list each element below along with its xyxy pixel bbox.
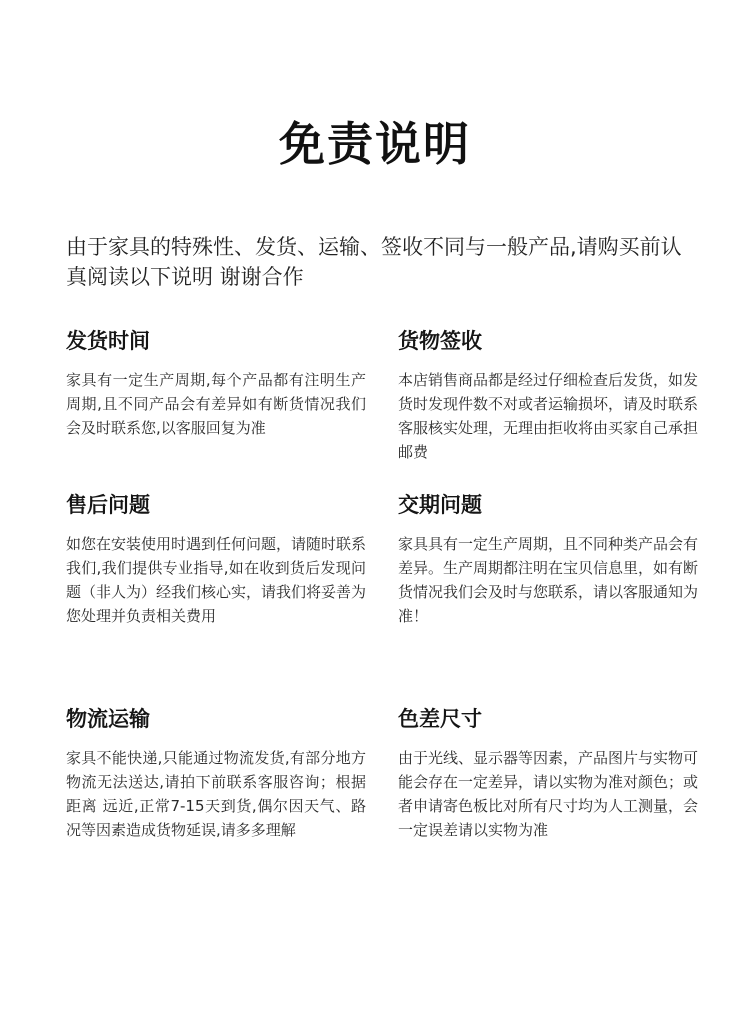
section-body: 家具具有一定生产周期，且不同种类产品会有差异。生产周期都注明在宝贝信息里，如有断货情况我们会及时与您联系，请以客服通知为准！ xyxy=(398,535,699,625)
section-heading: 售后问题 xyxy=(66,493,150,517)
section-delivery-period xyxy=(398,490,698,628)
section-body: 家具不能快递,只能通过物流发货,有部分地方物流无法送达,请拍下前联系客服咨询；根据距离 远近,正常7-15天到货,偶尔因天气、路况等因素造成货物延误,请多多理解 xyxy=(66,749,366,839)
section-heading: 货物签收 xyxy=(398,329,482,353)
section-heading: 色差尺寸 xyxy=(398,707,482,731)
intro-text: 由于家具的特殊性、发货、运输、签收不同与一般产品,请购买前认真阅读以下说明 谢谢合作 xyxy=(66,235,682,289)
page-title: 免责说明 xyxy=(279,117,471,171)
section-heading: 物流运输 xyxy=(66,707,150,731)
section-body: 家具有一定生产周期,每个产品都有注明生产周期,且不同产品会有差异如有断货情况我们会及时联系您,以客服回复为准 xyxy=(66,371,366,437)
section-body: 本店销售商品都是经过仔细检查后发货，如发货时发现件数不对或者运输损坏，请及时联系客服核实处理，无理由拒收将由买家自己承担邮费 xyxy=(398,371,699,461)
section-logistics xyxy=(66,704,366,842)
section-heading: 交期问题 xyxy=(398,493,482,517)
section-goods-receipt xyxy=(398,326,698,464)
section-heading: 发货时间 xyxy=(66,329,150,353)
section-shipping-time xyxy=(66,326,366,440)
section-body: 由于光线、显示器等因素，产品图片与实物可能会存在一定差异，请以实物为准对颜色；或者申请寄色板比对所有尺寸均为人工测量，会一定误差请以实物为准 xyxy=(398,749,699,839)
section-after-sales xyxy=(66,490,366,628)
section-body: 如您在安装使用时遇到任何问题，请随时联系我们,我们提供专业指导,如在收到货后发现问题（非人为）经我们核心实，请我们将妥善为您处理并负责相关费用 xyxy=(66,535,367,625)
section-color-size xyxy=(398,704,698,842)
